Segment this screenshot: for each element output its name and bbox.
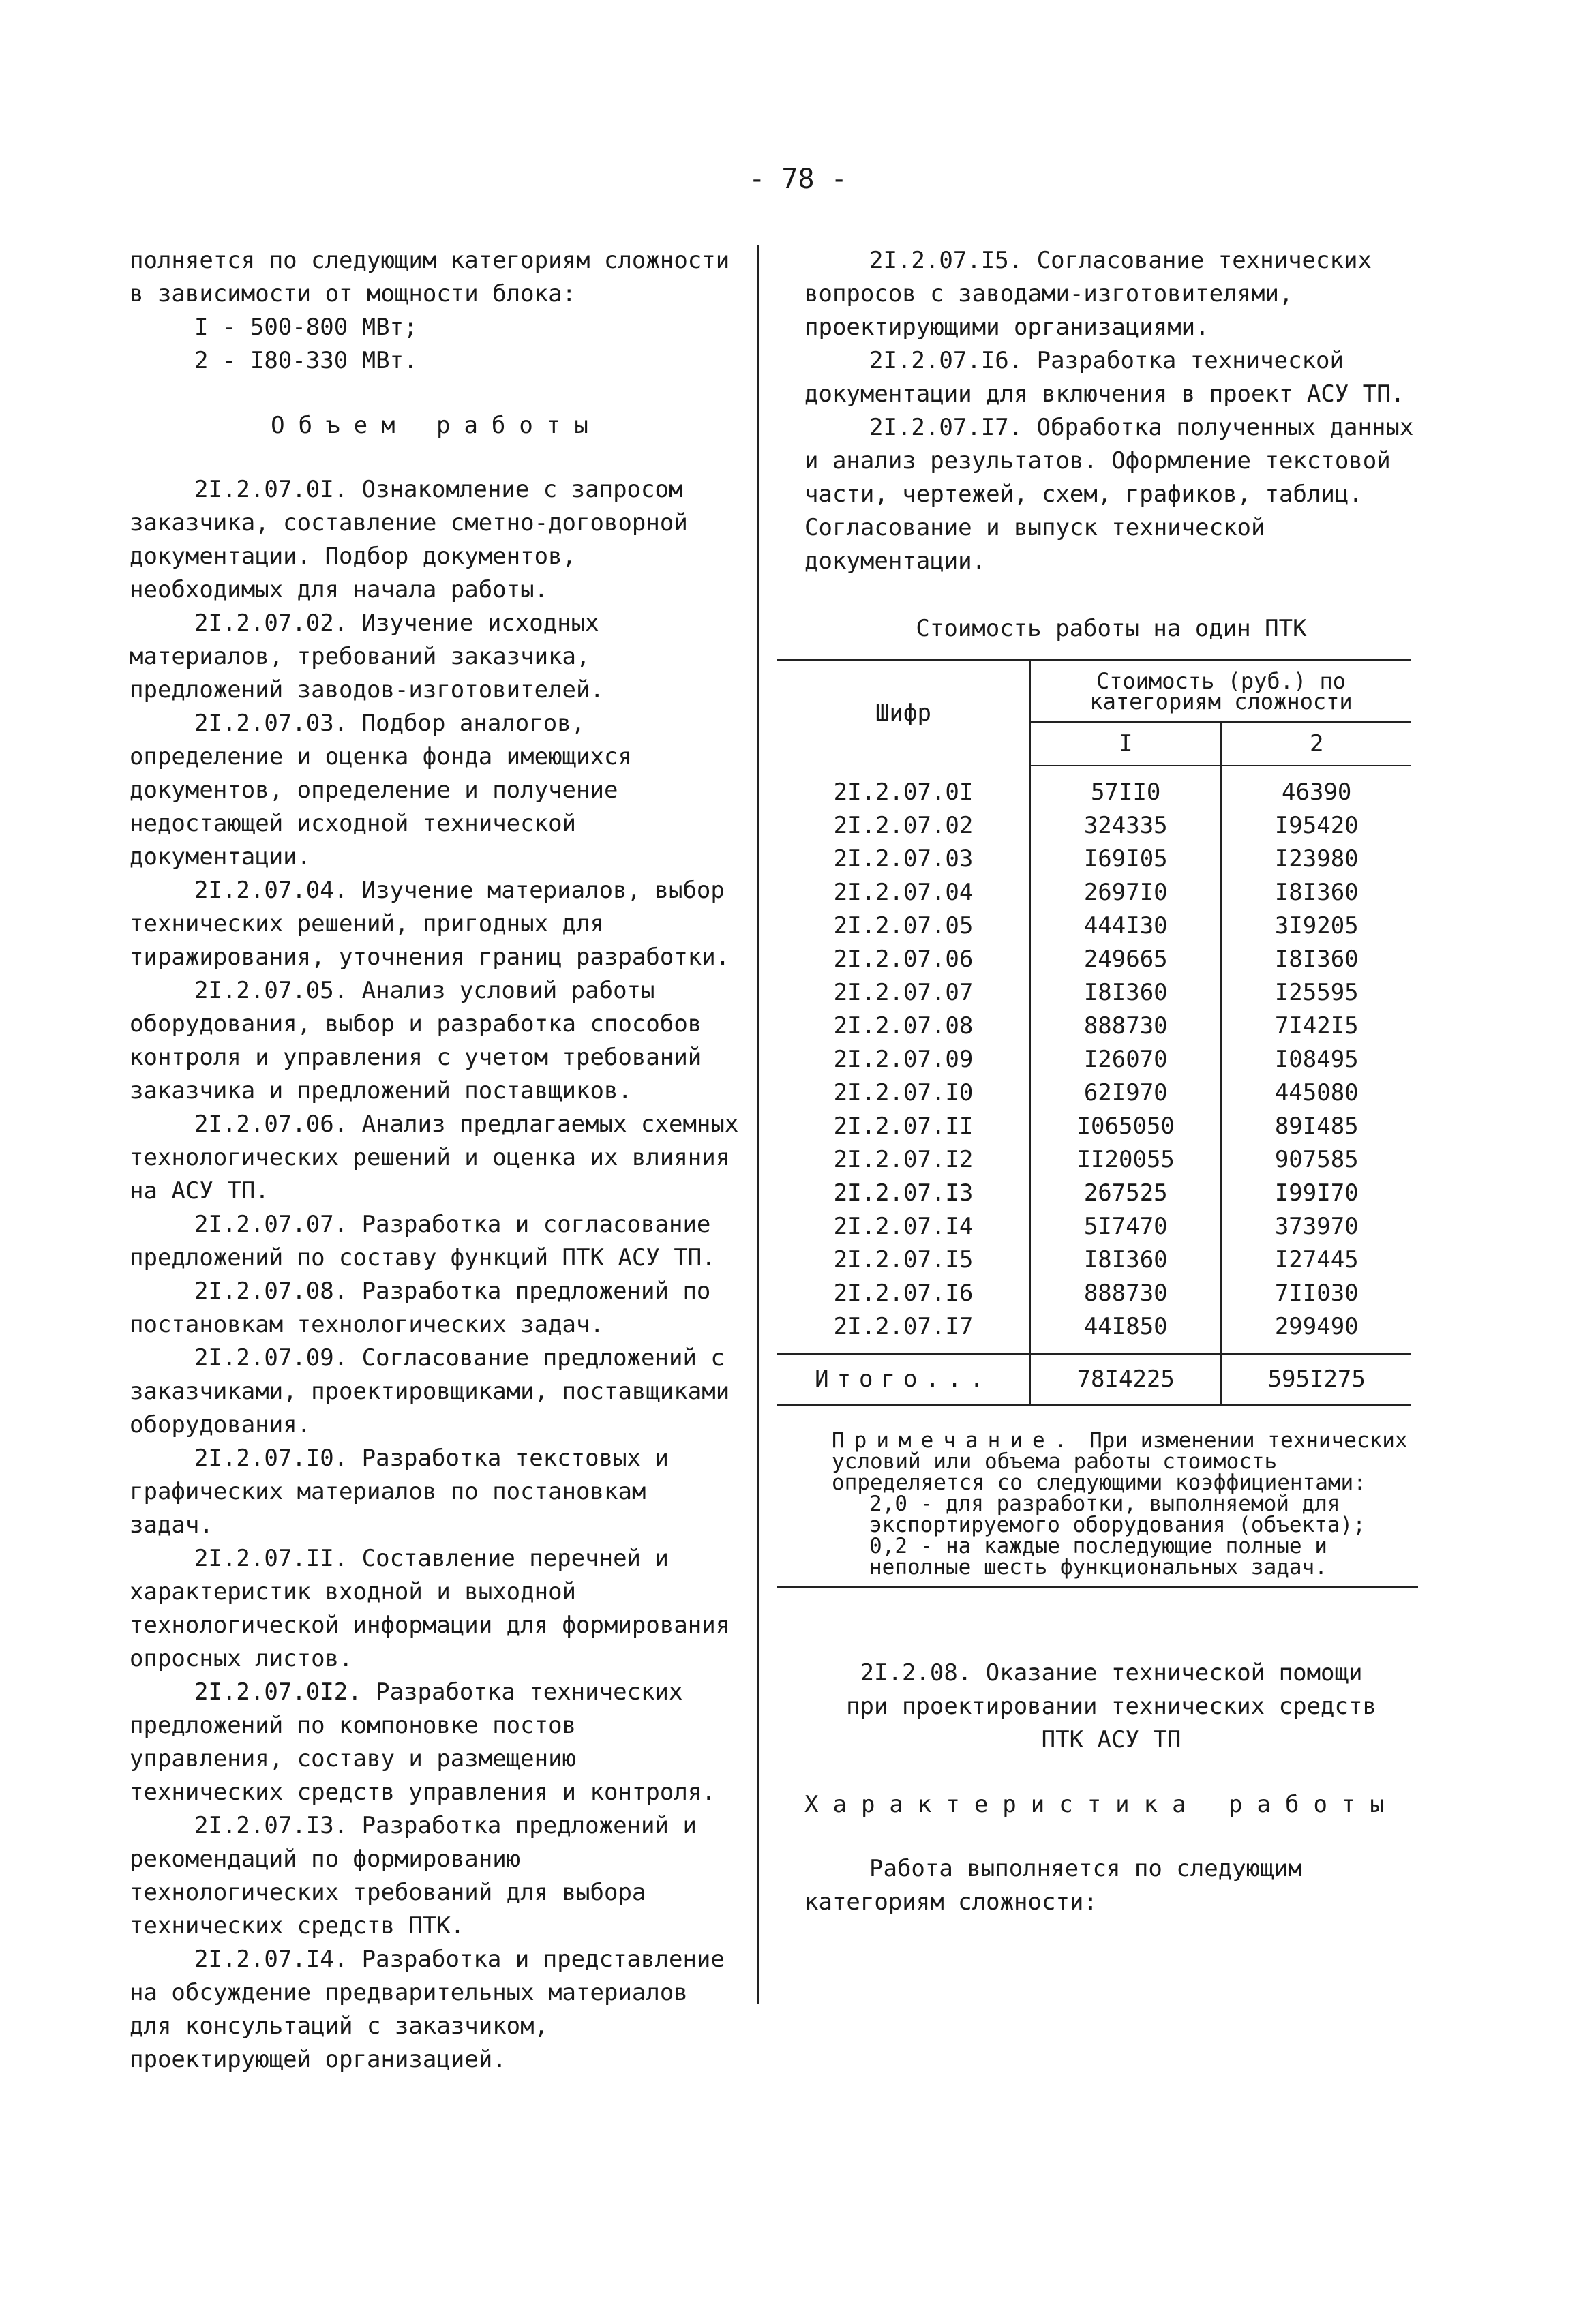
header-category-2: 2	[1221, 722, 1411, 766]
table-row	[777, 1310, 1411, 1354]
cost-cell: I25595	[1221, 976, 1411, 1010]
total-label: Итого...	[815, 1365, 992, 1393]
work-item: 2I.2.07.05. Анализ условий работы оборудования, выбор и разработка способов контроля и управления с учетом требований заказчика и предложений поставщиков.	[130, 977, 702, 1104]
table-row	[777, 1177, 1411, 1210]
total-row	[777, 1354, 1411, 1405]
cost-cell: 7I42I5	[1221, 1010, 1411, 1043]
work-item: 2I.2.07.I0. Разработка текстовых и графических материалов по постановкам задач.	[130, 1445, 669, 1539]
cost-cell: 2697I0	[1030, 876, 1221, 909]
work-item: 2I.2.07.07. Разработка и согласование предложений по составу функций ПТК АСУ ТП.	[130, 1211, 716, 1271]
cost-cell: 5I7470	[1030, 1210, 1221, 1243]
code-cell: 2I.2.07.II	[833, 1113, 974, 1140]
code-cell: 2I.2.07.04	[833, 879, 974, 906]
cost-cell: I065050	[1030, 1110, 1221, 1143]
cost-cell: 62I970	[1030, 1076, 1221, 1110]
cost-cell: 89I485	[1221, 1110, 1411, 1143]
table-row	[777, 766, 1411, 809]
cost-cell: 267525	[1030, 1177, 1221, 1210]
section-heading: Объем работы	[271, 412, 602, 439]
subsection-heading-line-3: ПТК АСУ ТП	[1041, 1726, 1181, 1753]
code-cell: 2I.2.07.I5	[833, 1246, 974, 1273]
work-item: 2I.2.07.0I. Ознакомление с запросом заказчика, составление сметно-договорной документации. Подбор документов, необходимых для начала работы.	[130, 476, 688, 603]
cost-table-wrapper	[777, 659, 1411, 1406]
table-row	[777, 976, 1411, 1010]
cost-cell: II20055	[1030, 1143, 1221, 1177]
subsection-heading-line-1: 2I.2.08. Оказание технической помощи	[860, 1659, 1363, 1687]
intro-line-2: в зависимости от мощности блока:	[130, 280, 577, 307]
cost-cell: I27445	[1221, 1243, 1411, 1277]
code-cell: 2I.2.07.02	[833, 812, 974, 839]
table-row	[777, 1010, 1411, 1043]
code-cell: 2I.2.07.06	[833, 946, 974, 973]
table-row	[777, 1076, 1411, 1110]
category-2: 2 - I80-330 МВт.	[194, 347, 418, 374]
cost-cell: I23980	[1221, 843, 1411, 876]
code-cell: 2I.2.07.I0	[833, 1079, 974, 1106]
note-label: Примечание.	[832, 1428, 1077, 1453]
cost-cell: 444I30	[1030, 909, 1221, 943]
work-item: 2I.2.07.02. Изучение исходных материалов, требований заказчика, предложений заводов-изготовителей.	[130, 609, 604, 704]
cost-cell: 44I850	[1030, 1310, 1221, 1354]
work-item: 2I.2.07.04. Изучение материалов, выбор технических решений, пригодных для тиражирования, уточнения границ разработки.	[130, 877, 730, 971]
code-cell: 2I.2.07.0I	[833, 778, 974, 806]
code-cell: 2I.2.07.I6	[833, 1280, 974, 1307]
characteristics-heading: Характеристика работы	[804, 1791, 1398, 1818]
code-cell: 2I.2.07.07	[833, 979, 974, 1006]
header-code: Шифр	[875, 699, 931, 727]
right-column	[804, 244, 1418, 1919]
cost-cell: 249665	[1030, 943, 1221, 976]
code-cell: 2I.2.07.05	[833, 912, 974, 939]
work-item: 2I.2.07.I7. Обработка полученных данных и анализ результатов. Оформление текстовой части, чертежей, схем, графиков, таблиц. Согласование и выпуск технической документации.	[804, 414, 1414, 575]
work-item: 2I.2.07.09. Согласование предложений с заказчиками, проектировщиками, поставщиками оборудования.	[130, 1344, 730, 1438]
table-row	[777, 1043, 1411, 1076]
work-item: 2I.2.07.08. Разработка предложений по постановкам технологических задач.	[130, 1278, 711, 1338]
column-divider	[757, 245, 759, 2004]
cost-cell: 3I9205	[1221, 909, 1411, 943]
code-cell: 2I.2.07.08	[833, 1012, 974, 1040]
cost-cell: 7II030	[1221, 1277, 1411, 1310]
subsection-heading-line-2: при проектировании технических средств	[846, 1693, 1376, 1720]
cost-cell: 445080	[1221, 1076, 1411, 1110]
cost-cell: 57II0	[1030, 766, 1221, 809]
table-note	[777, 1430, 1418, 1588]
table-row	[777, 1143, 1411, 1177]
code-cell: 2I.2.07.I7	[833, 1313, 974, 1340]
work-item: 2I.2.07.06. Анализ предлагаемых схемных технологических решений и оценка их влияния на АСУ ТП.	[130, 1111, 739, 1205]
table-row	[777, 1277, 1411, 1310]
cost-cell: I69I05	[1030, 843, 1221, 876]
table-header-row	[777, 661, 1411, 723]
header-category-1: I	[1030, 722, 1221, 766]
table-row	[777, 943, 1411, 976]
work-item: 2I.2.07.03. Подбор аналогов, определение и оценка фонда имеющихся документов, определение и получение недостающей исходной технической документации.	[130, 710, 632, 871]
cost-cell: I8I360	[1221, 876, 1411, 909]
cost-cell: I08495	[1221, 1043, 1411, 1076]
table-row	[777, 809, 1411, 843]
cost-cell: 373970	[1221, 1210, 1411, 1243]
final-text: Работа выполняется по следующим категориям сложности:	[804, 1855, 1302, 1916]
table-row	[777, 1210, 1411, 1243]
cost-cell: I95420	[1221, 809, 1411, 843]
cost-cell: I26070	[1030, 1043, 1221, 1076]
header-cost: Стоимость (руб.) по категориям сложности	[1030, 661, 1411, 723]
work-item: 2I.2.07.II. Составление перечней и характеристик входной и выходной технологической информации для формирования опросных листов.	[130, 1545, 730, 1672]
table-row	[777, 843, 1411, 876]
cost-cell: I8I360	[1030, 976, 1221, 1010]
work-item: 2I.2.07.0I2. Разработка технических предложений по компоновке постов управления, составу и размещению технических средств управления и контроля.	[130, 1678, 716, 1806]
page-number: - 78 -	[749, 164, 847, 195]
work-item: 2I.2.07.I5. Согласование технических вопросов с заводами-изготовителями, проектирующими организациями.	[804, 247, 1372, 341]
code-cell: 2I.2.07.09	[833, 1046, 974, 1073]
cost-table	[777, 659, 1411, 1406]
table-caption: Стоимость работы на один ПТК	[916, 615, 1307, 642]
table-row	[777, 1243, 1411, 1277]
code-cell: 2I.2.07.I4	[833, 1213, 974, 1240]
total-cost-2: 595I275	[1221, 1354, 1411, 1405]
work-item: 2I.2.07.I3. Разработка предложений и рекомендаций по формированию технологических требований для выбора технических средств ПТК.	[130, 1812, 697, 1940]
table-row	[777, 1110, 1411, 1143]
cost-cell: 299490	[1221, 1310, 1411, 1354]
note-coefficient-1: 2,0 - для разработки, выполняемой для экспортируемого оборудования (объекта);	[869, 1492, 1366, 1537]
cost-cell: I99I70	[1221, 1177, 1411, 1210]
cost-cell: 324335	[1030, 809, 1221, 843]
note-coefficient-2: 0,2 - на каждые последующие полные и неполные шесть функциональных задач.	[869, 1534, 1327, 1580]
code-cell: 2I.2.07.I2	[833, 1146, 974, 1173]
cost-cell: 888730	[1030, 1010, 1221, 1043]
category-1: I - 500-800 МВт;	[194, 314, 418, 341]
code-cell: 2I.2.07.I3	[833, 1179, 974, 1207]
total-cost-1: 78I4225	[1030, 1354, 1221, 1405]
cost-cell: I8I360	[1030, 1243, 1221, 1277]
cost-cell: 907585	[1221, 1143, 1411, 1177]
cost-cell: 888730	[1030, 1277, 1221, 1310]
cost-cell: I8I360	[1221, 943, 1411, 976]
table-row	[777, 909, 1411, 943]
cost-cell: 46390	[1221, 766, 1411, 809]
work-item: 2I.2.07.I4. Разработка и представление на обсуждение предварительных материалов для консультаций с заказчиком, проектирующей организацией.	[130, 1946, 725, 2073]
table-row	[777, 876, 1411, 909]
intro-line-1: полняется по следующим категориям сложности	[130, 247, 730, 274]
left-column	[130, 244, 743, 2077]
work-item: 2I.2.07.I6. Разработка технической документации для включения в проект АСУ ТП.	[804, 347, 1405, 408]
note-text: При изменении технических условий или объема работы стоимость определяется со следующими коэффициентами:	[832, 1428, 1408, 1495]
code-cell: 2I.2.07.03	[833, 845, 974, 873]
